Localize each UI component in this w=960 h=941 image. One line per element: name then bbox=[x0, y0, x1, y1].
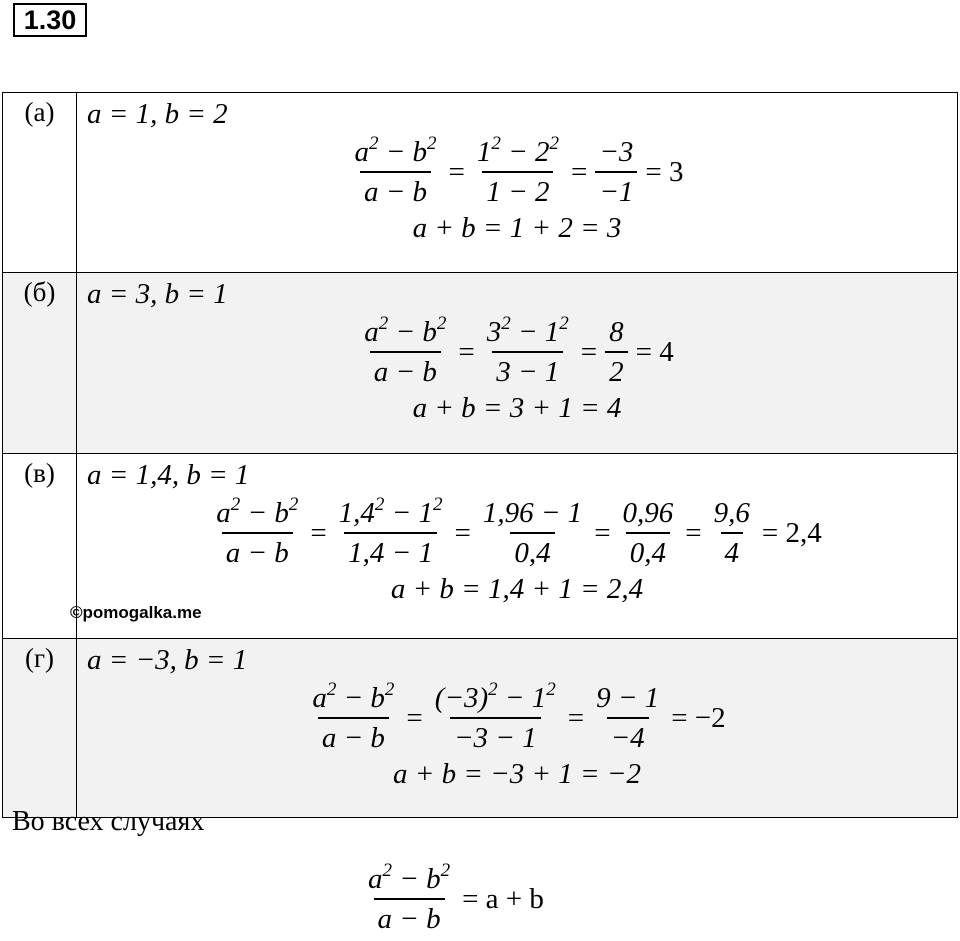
row-label: (б) bbox=[3, 273, 77, 454]
fraction bbox=[473, 133, 563, 211]
numerator: 9,6 bbox=[713, 497, 750, 529]
denominator: −4 bbox=[607, 717, 649, 757]
table-row bbox=[3, 639, 958, 818]
fraction bbox=[710, 494, 754, 572]
denominator: −3 − 1 bbox=[450, 717, 541, 757]
numerator: $a^2 - b^2$ bbox=[368, 860, 451, 895]
numerator: $a^2 - b^2$ bbox=[216, 494, 299, 529]
denominator: a − b bbox=[222, 532, 293, 572]
numerator: $a^2 - b^2$ bbox=[354, 133, 437, 168]
equation: $\frac{a^2 - b^2}{a - b}$ = $\frac{3^2 - 1^2}{3 - 1}$ = $\frac{8}{2}$ = 4 bbox=[77, 313, 957, 391]
sum-line: a + b = −3 + 1 = −2 bbox=[393, 758, 641, 790]
fraction bbox=[335, 494, 447, 572]
problem-number: 1.30 bbox=[13, 3, 87, 37]
final-identity bbox=[360, 860, 548, 938]
row-label: (в) bbox=[3, 454, 77, 639]
fraction bbox=[431, 679, 560, 757]
numerator: $1,4^2 - 1^2$ bbox=[338, 494, 443, 529]
denominator: 1 − 2 bbox=[482, 171, 553, 211]
given-values: a = −3, b = 1 bbox=[87, 644, 248, 676]
row-content bbox=[77, 454, 958, 639]
denominator: 3 − 1 bbox=[492, 351, 563, 391]
numerator: 9 − 1 bbox=[596, 682, 660, 714]
denominator: a − b bbox=[374, 898, 445, 938]
equation: $\frac{a^2 - b^2}{a - b}$ = $\frac{1,4^2 - 1^2}{1,4 - 1}$ = $\frac{1,96 - 1}{0,4}$ = $\frac{0,96}{0,4}$ = $\frac{9,6}{4}$ = 2,4 bbox=[77, 494, 957, 572]
sum-line: a + b = 1 + 2 = 3 bbox=[412, 212, 622, 244]
table-row bbox=[3, 93, 958, 273]
watermark: ©pomogalka.me bbox=[70, 603, 202, 622]
fraction bbox=[483, 313, 573, 391]
fraction bbox=[592, 679, 663, 757]
row-label: (г) bbox=[3, 639, 77, 818]
denominator: 2 bbox=[605, 351, 628, 391]
fraction bbox=[364, 860, 454, 938]
fraction bbox=[360, 313, 450, 391]
denominator: −1 bbox=[595, 171, 637, 211]
numerator: $a^2 - b^2$ bbox=[364, 313, 447, 348]
fraction bbox=[605, 313, 628, 391]
result: = −2 bbox=[671, 701, 726, 734]
numerator: −3 bbox=[599, 136, 634, 168]
denominator: a − b bbox=[318, 717, 389, 757]
denominator: 0,4 bbox=[626, 532, 670, 572]
row-content bbox=[77, 273, 958, 454]
result: = 3 bbox=[645, 155, 684, 188]
equation: $\frac{a^2 - b^2}{a - b}$ = $\frac{(-3)^2 - 1^2}{-3 - 1}$ = $\frac{9 - 1}{-4}$ = −2 bbox=[77, 679, 957, 757]
result: = 2,4 bbox=[761, 516, 822, 549]
conclusion-text: Во всех случаях bbox=[12, 806, 205, 837]
fraction bbox=[308, 679, 398, 757]
given-values: a = 1, b = 2 bbox=[87, 98, 228, 130]
fraction bbox=[350, 133, 440, 211]
result: = 4 bbox=[635, 335, 674, 368]
numerator: 1,96 − 1 bbox=[482, 497, 583, 529]
sum-line: a + b = 1,4 + 1 = 2,4 bbox=[390, 573, 644, 605]
denominator: a − b bbox=[370, 351, 441, 391]
fraction bbox=[479, 494, 586, 572]
solutions-table bbox=[2, 92, 958, 818]
fraction bbox=[212, 494, 302, 572]
row-content bbox=[77, 639, 958, 818]
denominator: a − b bbox=[360, 171, 431, 211]
fraction bbox=[595, 133, 637, 211]
numerator: $a^2 - b^2$ bbox=[312, 679, 395, 714]
numerator: $1^2 - 2^2$ bbox=[476, 133, 559, 168]
numerator: 8 bbox=[609, 316, 624, 348]
fraction bbox=[619, 494, 678, 572]
numerator: $(-3)^2 - 1^2$ bbox=[434, 679, 556, 714]
numerator: 0,96 bbox=[622, 497, 674, 529]
denominator: 4 bbox=[721, 532, 744, 572]
row-label: (а) bbox=[3, 93, 77, 273]
final-rhs: = a + b bbox=[462, 882, 544, 915]
table-row bbox=[3, 273, 958, 454]
denominator: 1,4 − 1 bbox=[344, 532, 437, 572]
equation: $\frac{a^2 - b^2}{a - b}$ = $\frac{1^2 - 2^2}{1 - 2}$ = $\frac{-3}{-1}$ = 3 bbox=[77, 133, 957, 211]
row-content bbox=[77, 93, 958, 273]
denominator: 0,4 bbox=[510, 532, 554, 572]
sum-line: a + b = 3 + 1 = 4 bbox=[412, 392, 622, 424]
given-values: a = 3, b = 1 bbox=[87, 278, 228, 310]
given-values: a = 1,4, b = 1 bbox=[87, 459, 250, 491]
numerator: $3^2 - 1^2$ bbox=[486, 313, 569, 348]
